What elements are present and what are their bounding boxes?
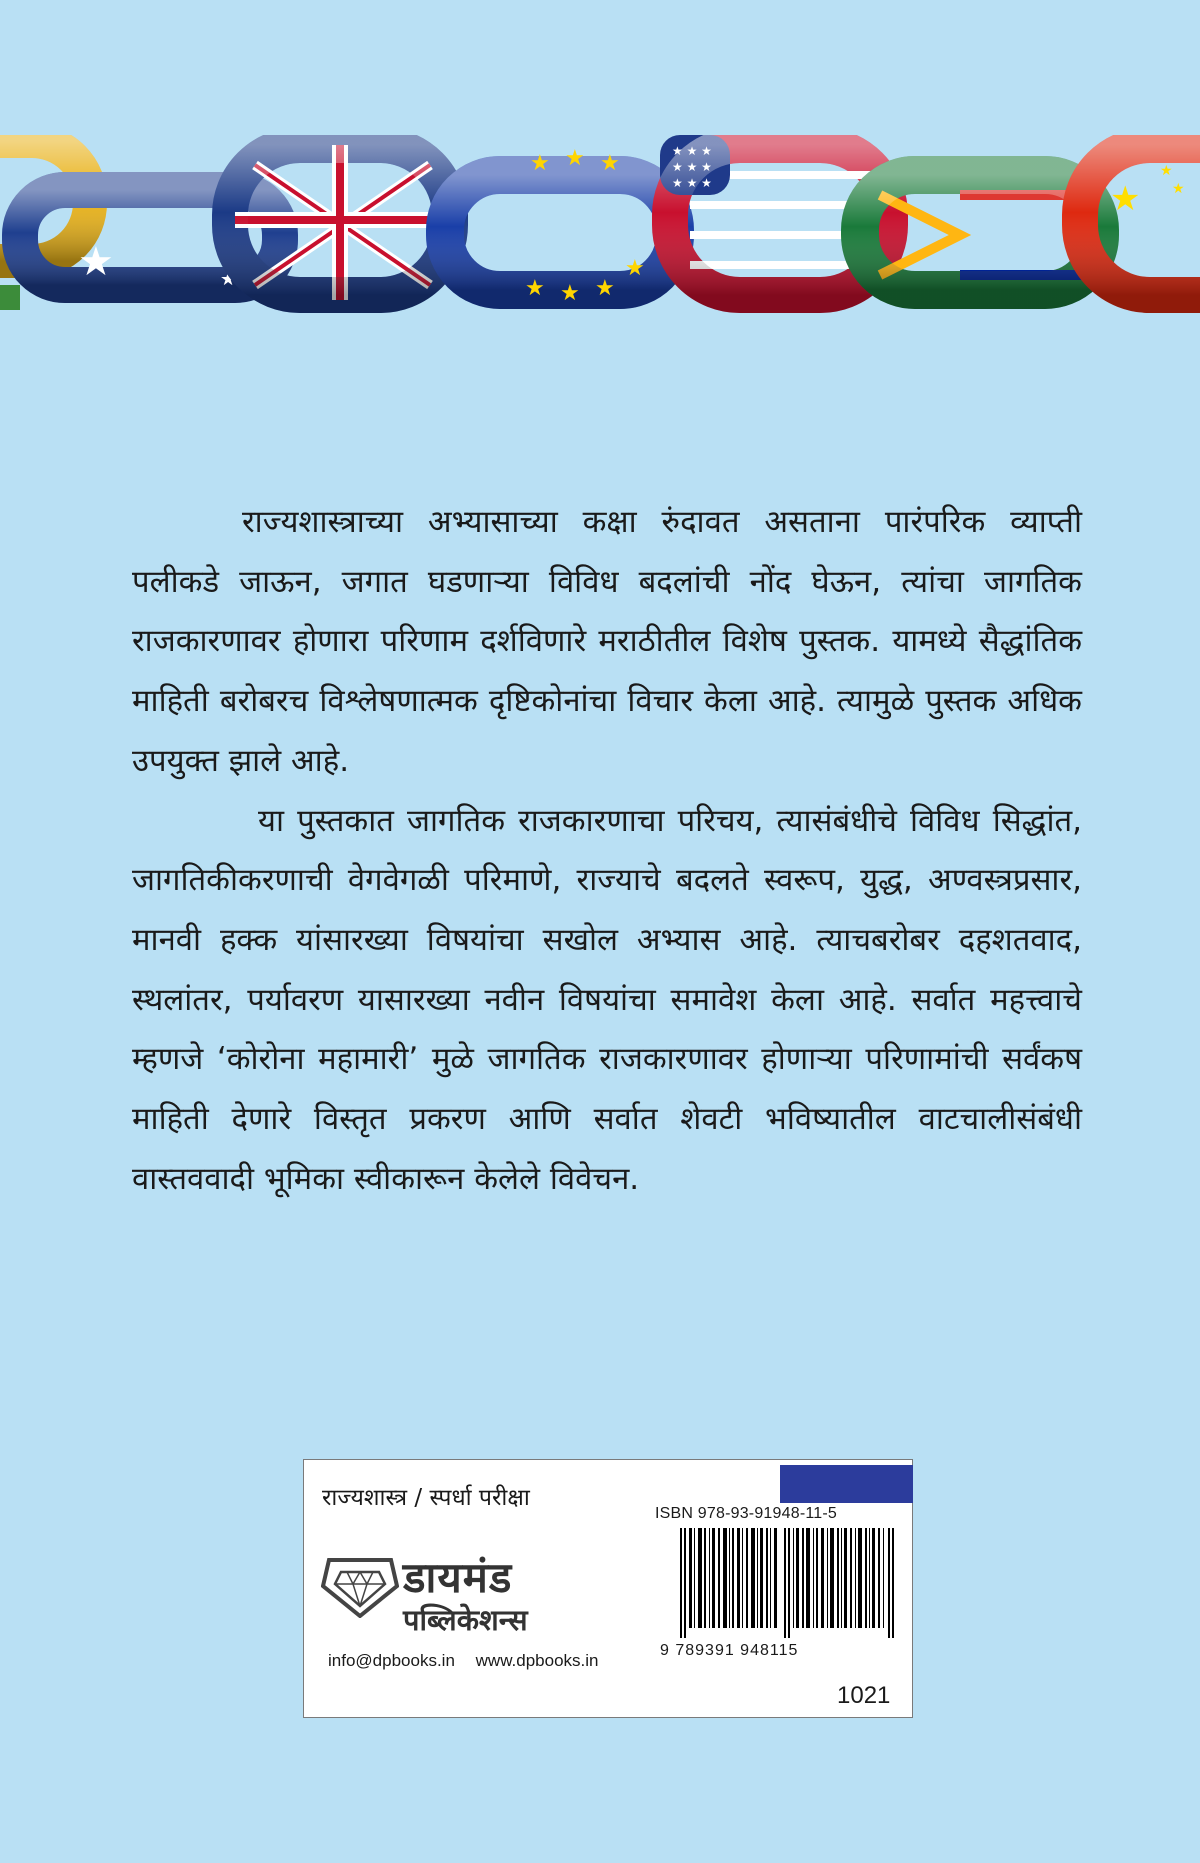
blurb-text [132, 493, 1082, 1209]
eu-flag-link [445, 146, 675, 306]
svg-text:★: ★ [595, 276, 615, 301]
blurb-paragraph-2: या पुस्तकात जागतिक राजकारणाचा परिचय, त्यासंबंधीचे विविध सिद्धांत, जागतिकीकरणाची वेगवेगळी परिमाणे, राज्याचे बदलते स्वरूप, युद्ध, अण्वस्त्रप्रसार, मानवी हक्क यांसारख्या विषयांचा सखोल अभ्यास आहे. त्याचबरोबर दहशतवाद, स्थलांतर, पर्यावरण यासारख्या नवीन विषयांचा समावेश केला आहे. सर्वात महत्त्वाचे म्हणजे ‘कोरोना महामारी’ मुळे जागतिक राजकारणावर होणाऱ्या परिणामांची सर्वंकष माहिती देणारे विस्तृत प्रकरण आणि सर्वात शेवटी भविष्यातील वाटचालीसंबंधी वास्तववादी भूमिका स्वीकारून केलेले विवेचन. [132, 802, 1082, 1197]
svg-text:★: ★ [1110, 179, 1141, 219]
svg-text:★: ★ [1172, 181, 1185, 197]
svg-text:★: ★ [530, 151, 550, 176]
publisher-logo [321, 1550, 641, 1636]
svg-text:★: ★ [560, 281, 580, 306]
publisher-email: info@dpbooks.in [328, 1651, 455, 1670]
barcode [680, 1528, 898, 1638]
publisher-website: www.dpbooks.in [475, 1651, 599, 1670]
svg-text:★: ★ [220, 269, 237, 290]
uk-flag-link [230, 145, 450, 300]
blurb-paragraph-1: राज्यशास्त्राच्या अभ्यासाच्या कक्षा रुंदावत असताना पारंपरिक व्याप्ती पलीकडे जाऊन, जगात घडणाऱ्या विविध बदलांची नोंद घेऊन, त्यांचा जागतिक राजकारणावर होणारा परिणाम दर्शविणारे मराठीतील विशेष पुस्तक. यामध्ये सैद्धांतिक माहिती बरोबरच विश्लेषणात्मक दृष्टिकोनांचा विचार केला आहे. त्यामुळे पुस्तक अधिक उपयुक्त झाले आहे. [132, 504, 1082, 779]
publisher-contact [328, 1651, 598, 1671]
flag-chain-banner [0, 135, 1200, 315]
svg-text:★: ★ [78, 239, 114, 285]
price-code: 1021 [837, 1682, 891, 1709]
svg-text:★: ★ [600, 151, 620, 176]
svg-text:★: ★ [1160, 163, 1173, 179]
isbn-label: ISBN 978-93-91948-11-5 [655, 1505, 837, 1522]
publisher-barcode-panel [303, 1459, 913, 1718]
book-category: राज्यशास्त्र / स्पर्धा परीक्षा [322, 1485, 530, 1511]
svg-text:★ ★ ★: ★ ★ ★ [672, 160, 712, 174]
svg-text:★ ★ ★: ★ ★ ★ [672, 176, 712, 190]
china-flag-link [1080, 145, 1200, 295]
diamond-icon [321, 1556, 399, 1618]
svg-text:★: ★ [525, 276, 545, 301]
publisher-name-line1: डायमंड [403, 1553, 513, 1602]
svg-text:★: ★ [625, 256, 645, 281]
svg-text:★ ★ ★: ★ ★ ★ [672, 144, 712, 158]
svg-text:★: ★ [565, 146, 585, 171]
color-swatch [780, 1465, 913, 1503]
publisher-name-line2: पब्लिकेशन्स [403, 1603, 528, 1637]
barcode-digits: 9 789391 948115 [660, 1642, 799, 1659]
